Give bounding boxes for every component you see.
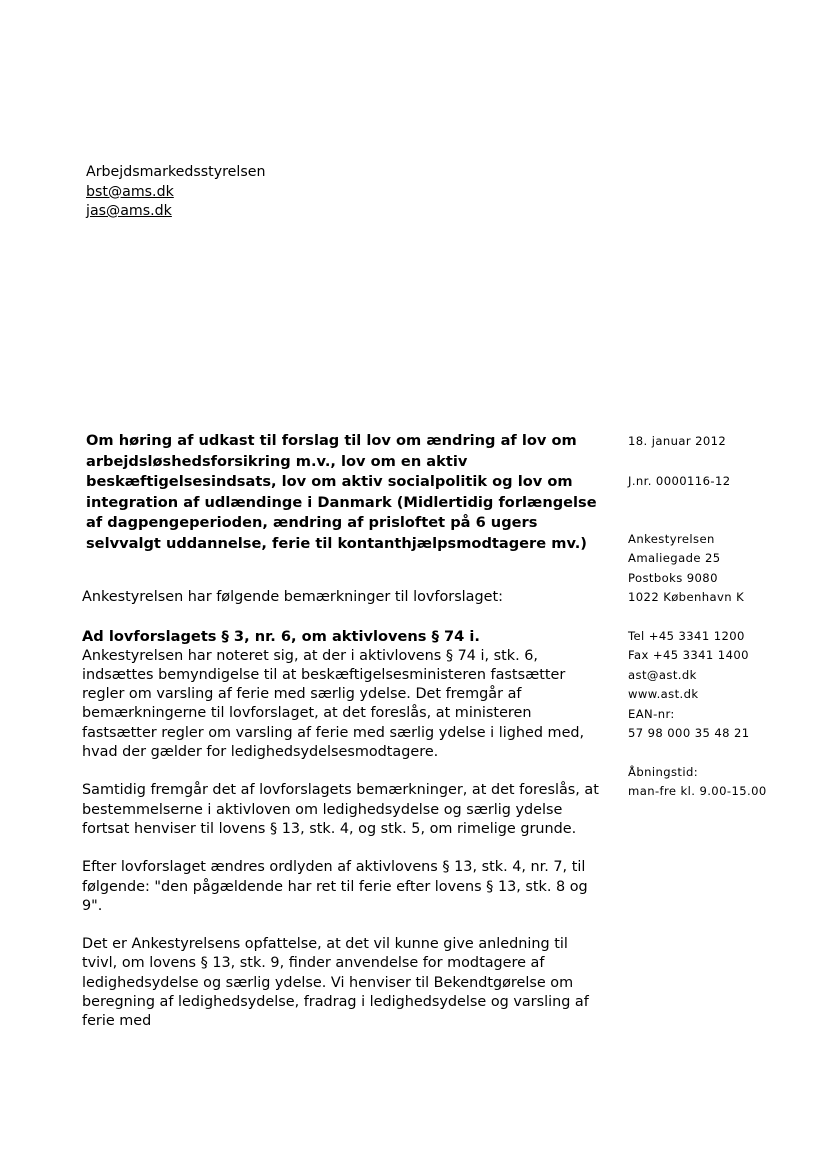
sender-email: ast@ast.dk bbox=[628, 667, 697, 682]
addressee-name: Arbejdsmarkedsstyrelsen bbox=[86, 164, 266, 180]
sender-pobox: Postboks 9080 bbox=[628, 570, 718, 585]
letter-date: 18. januar 2012 bbox=[628, 434, 727, 448]
body-paragraph-2: Samtidig fremgår det af lovforslagets bemærkninger, at det foreslås, at bestemmelserne i aktivloven om ledighedsydelse og særlig ydelse fortsat henviser til lovens § 13, stk. 4, og stk. 5, om rimelige grunde. bbox=[82, 782, 599, 837]
opening-hours-label: Åbningstid: bbox=[628, 765, 699, 779]
letter-body bbox=[82, 588, 602, 1051]
body-paragraph-3: Efter lovforslaget ændres ordlyden af aktivlovens § 13, stk. 4, nr. 7, til følgende: "den pågældende har ret til ferie efter lovens § 13, stk. 8 og 9". bbox=[82, 859, 588, 914]
ean-number: 57 98 000 35 48 21 bbox=[628, 726, 750, 741]
sender-city: 1022 København K bbox=[628, 590, 745, 605]
sender-website: www.ast.dk bbox=[628, 687, 699, 702]
addressee-block bbox=[86, 163, 265, 222]
email-link-jas[interactable]: jas@ams.dk bbox=[86, 203, 172, 219]
opening-hours bbox=[628, 763, 767, 802]
journal-number: J.nr. 0000116-12 bbox=[628, 474, 731, 488]
opening-hours-value: man-fre kl. 9.00-15.00 bbox=[628, 784, 767, 799]
letter-subject: Om høring af udkast til forslag til lov om ændring af lov om arbejdsløshedsforsikring m.v., lov om en aktiv beskæftigelsesindsats, lov om aktiv socialpolitik og lov om integration af udlændinge i Danmark (Midlertidig forlængelse af dagpengeperioden, ændring af prisloftet på 6 ugers selvvalgt uddannelse, ferie til kontanthjælpsmodtagere mv.) bbox=[86, 432, 597, 552]
body-paragraph-1: Ankestyrelsen har noteret sig, at der i aktivlovens § 74 i, stk. 6, indsættes bemyndigelse til at beskæftigelsesministeren fastsætter regler om varsling af ferie med særlig ydelse. Det fremgår af bemærkningerne til lovforslaget, at det foreslås, at ministeren fastsætter regler om varsling af ferie med særlig ydelse i lighed med, hvad der gælder for ledighedsydelsesmodtagere. bbox=[82, 647, 585, 761]
ean-label: EAN-nr: bbox=[628, 706, 675, 721]
intro-paragraph: Ankestyrelsen har følgende bemærkninger til lovforslaget: bbox=[82, 589, 503, 605]
section-heading: Ad lovforslagets § 3, nr. 6, om aktivlovens § 74 i. bbox=[82, 628, 480, 646]
section-block bbox=[82, 627, 602, 762]
sender-phone: Tel +45 3341 1200 bbox=[628, 629, 745, 643]
email-link-bst[interactable]: bst@ams.dk bbox=[86, 183, 174, 200]
sender-address bbox=[628, 530, 744, 608]
body-paragraph-4: Det er Ankestyrelsens opfattelse, at det vil kunne give anledning til tvivl, om lovens § 13, stk. 9, finder anvendelse for modtagere af ledighedsydelse og særlig ydelse. Vi henviser til Bekendtgørelse om beregning af ledighedsydelse, fradrag i ledighedsydelse og varsling af ferie med bbox=[82, 936, 589, 1030]
sender-contact bbox=[628, 627, 750, 743]
sidebar-date bbox=[628, 432, 726, 451]
sender-fax: Fax +45 3341 1400 bbox=[628, 648, 749, 663]
sidebar-journal bbox=[628, 472, 731, 491]
sender-street: Amaliegade 25 bbox=[628, 551, 721, 566]
sender-name: Ankestyrelsen bbox=[628, 532, 715, 546]
